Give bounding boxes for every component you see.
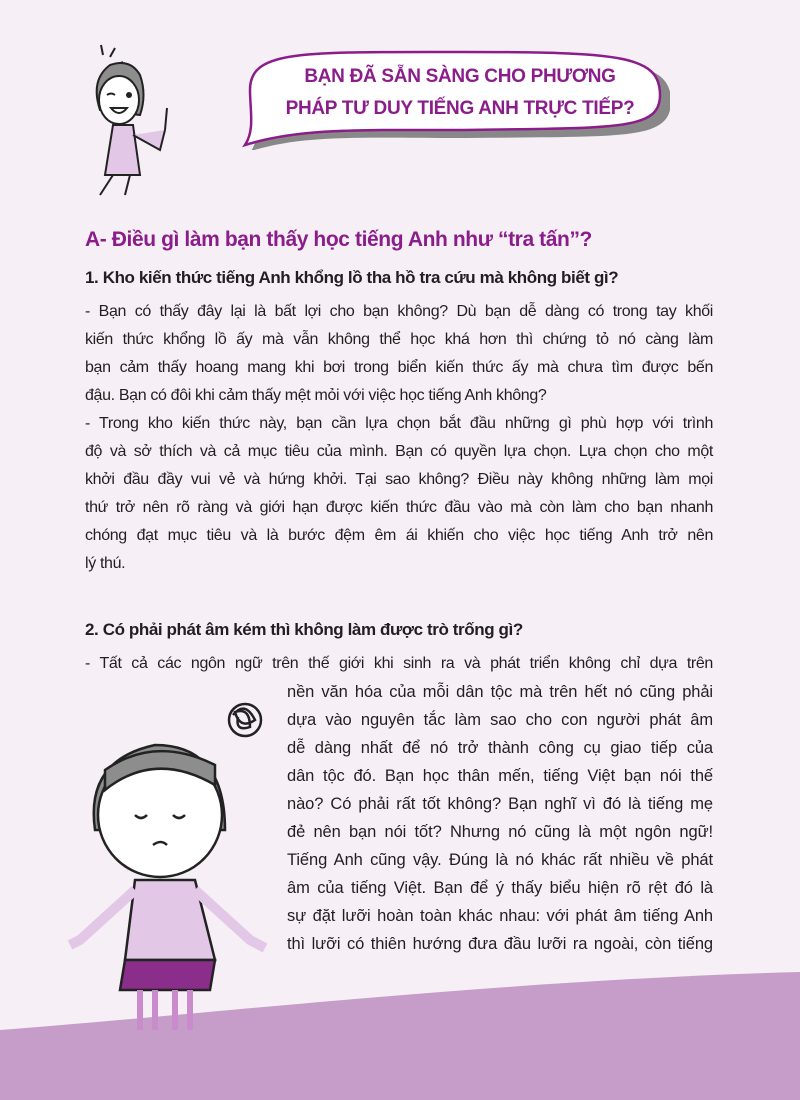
q2-line: dễ dàng nhất để nó trở thành công cụ giao tiếp của (287, 739, 713, 757)
q1-line: bạn cảm thấy hoang mang khi bơi trong biển kiến thức ấy mà chưa tìm được bến (85, 359, 713, 376)
q1-line: - Bạn có thấy đây lại là bất lợi cho bạn không? Dù bạn dễ dàng có trong tay khối (85, 303, 713, 320)
q2-line: sự đặt lưỡi hoàn toàn khác nhau: với phát âm tiếng Anh (287, 907, 713, 925)
question-1-title: 1. Kho kiến thức tiếng Anh khổng lồ tha hồ tra cứu mà không biết gì? (85, 268, 619, 287)
q1-line: khởi đầu đầy vui vẻ và hứng khởi. Tại sao không? Điều này không những làm mọi (85, 471, 713, 488)
q2-line: đẻ nên bạn nói tốt? Nhưng nó cũng là một ngôn ngữ! (287, 823, 713, 841)
confused-girl-illustration (65, 690, 280, 1035)
q2-line: nào? Có phải rất tốt không? Bạn nghĩ vì đó là tiếng mẹ (287, 795, 713, 813)
speech-bubble (220, 40, 670, 150)
bubble-line-2: PHÁP TƯ DUY TIẾNG ANH TRỰC TIẾP? (285, 98, 635, 119)
q1-line: thứ trở nên rõ ràng và giới hạn được kiến thức đầu vào mà còn làm cho bạn nhanh (85, 499, 713, 516)
section-a-heading: A- Điều gì làm bạn thấy học tiếng Anh như “tra tấn”? (85, 228, 592, 251)
q1-line: đậu. Bạn có đôi khi cảm thấy mệt mỏi với việc học tiếng Anh không? (85, 387, 547, 404)
q1-line: độ và sở thích và cả mục tiêu của mình. Bạn có quyền lựa chọn. Lựa chọn cho một (85, 443, 713, 460)
question-2-title: 2. Có phải phát âm kém thì không làm được trò trống gì? (85, 620, 523, 639)
q1-line: lý thú. (85, 555, 126, 572)
q1-line: - Trong kho kiến thức này, bạn cần lựa chọn bắt đầu những gì phù hợp với trình (85, 415, 713, 432)
q2-line: dân tộc đó. Bạn học thân mến, tiếng Việt bạn nói thế (287, 767, 713, 785)
q2-line: Tiếng Anh cũng vậy. Đúng là nó khác rất nhiều về phát (287, 851, 713, 869)
q2-first-line: - Tất cả các ngôn ngữ trên thế giới khi sinh ra và phát triển không chỉ dựa trên (85, 655, 713, 672)
winking-girl-illustration (85, 40, 205, 200)
q2-line: thì lưỡi có thiên hướng đưa đầu lưỡi ra ngoài, còn tiếng (287, 935, 713, 953)
q2-line: dựa vào nguyên tắc làm sao cho con người phát âm (287, 711, 713, 729)
q1-line: chóng đạt mục tiêu và là bước đệm êm ái khiến cho việc học tiếng Anh trở nên (85, 527, 713, 544)
q1-line: kiến thức khổng lồ ấy mà vẫn không thể học khá hơn thì chứng tỏ nó càng làm (85, 331, 713, 348)
q2-line: âm của tiếng Việt. Bạn để ý thấy biểu hiện rõ rệt đó là (287, 879, 713, 897)
q2-line: nền văn hóa của mỗi dân tộc mà trên hết nó cũng phải (287, 683, 713, 701)
bubble-line-1: BẠN ĐÃ SẴN SÀNG CHO PHƯƠNG (304, 66, 616, 87)
